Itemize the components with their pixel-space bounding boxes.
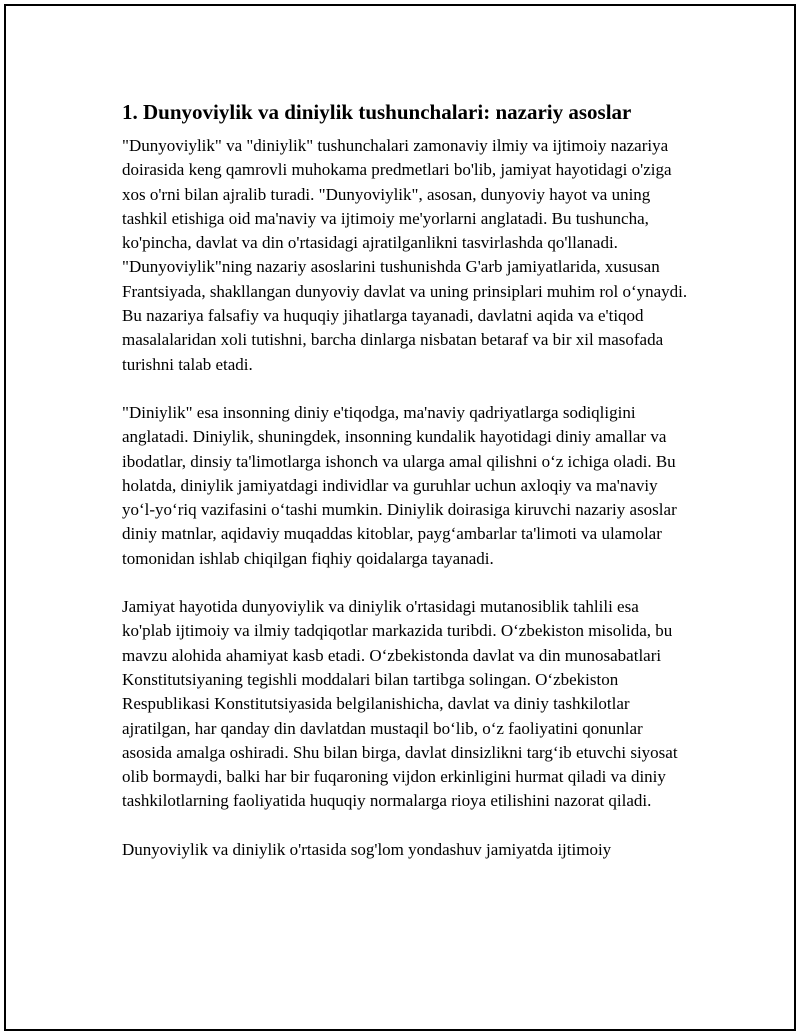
section-heading: 1. Dunyoviylik va diniylik tushunchalari: nazariy asoslar — [122, 100, 632, 124]
paragraph-uzbekistan: Jamiyat hayotida dunyoviylik va diniylik o'rtasidagi mutanosiblik tahlili esa ko'plab ijtimoiy va ilmiy tadqiqotlar markazida turibdi. O‘zbekiston misolida, bu mavzu alohida ahamiyat kasb etadi. O‘zbekistonda davlat va din munosabatlari Konstitutsiyaning tegishli moddalari bilan tartibga solingan. O‘zbekiston Respublikasi Konstitutsiyasida belgilanishicha, davlat va diniy tashkilotlar ajratilgan, har qanday din davlatdan mustaqil bo‘lib, o‘z faoliyatini qonunlar asosida amalga oshiradi. Shu bilan birga, davlat dinsizlikni targ‘ib etuvchi siyosat olib bormaydi, balki har bir fuqaroning vijdon erkinligini hurmat qiladi va diniy tashkilotlarning faoliyatida huquqiy normalarga rioya etilishini nazorat qiladi. — [122, 597, 678, 811]
document-body — [122, 98, 690, 886]
paragraph-dunyoviylik: "Dunyoviylik" va "diniylik" tushunchalari zamonaviy ilmiy va ijtimoiy nazariya doirasida keng qamrovli muhokama predmetlari bo'lib, jamiyat hayotidagi o'ziga xos o'rni bilan ajralib turadi. "Dunyoviylik", asosan, dunyoviy hayot va uning tashkil etishiga oid ma'naviy va ijtimoiy me'yorlarni anglatadi. Bu tushuncha, ko'pincha, davlat va din o'rtasidagi ajratilganlikni tasvirlashda qo'llanadi. "Dunyoviylik"ning nazariy asoslarini tushunishda G'arb jamiyatlarida, xususan Frantsiyada, shakllangan dunyoviy davlat va uning prinsiplari muhim rol o‘ynaydi. Bu nazariya falsafiy va huquqiy jihatlarga tayanadi, davlatni aqida va e'tiqod masalalaridan xoli tutishni, barcha dinlarga nisbatan betaraf va bir xil masofada turishni talab etadi. — [122, 136, 688, 374]
page-frame — [4, 4, 796, 1031]
paragraph-conclusion-start: Dunyoviylik va diniylik o'rtasida sog'lom yondashuv jamiyatda ijtimoiy — [122, 839, 612, 859]
paragraph-diniylik: "Diniylik" esa insonning diniy e'tiqodga, ma'naviy qadriyatlarga sodiqligini anglatadi. Diniylik, shuningdek, insonning kundalik hayotidagi diniy amallar va ibodatlar, dinsiy ta'limotlarga ishonch va ularga amal qilishni o‘z ichiga oladi. Bu holatda, diniylik jamiyatdagi individlar va guruhlar uchun axloqiy va ma'naviy yo‘l-yo‘riq vazifasini o‘tashi mumkin. Diniylik doirasiga kiruvchi nazariy asoslar diniy matnlar, aqidaviy muqaddas kitoblar, payg‘ambarlar ta'limoti va ulamolar tomonidan ishlab chiqilgan fiqhiy qoidalarga tayanadi. — [122, 402, 677, 568]
